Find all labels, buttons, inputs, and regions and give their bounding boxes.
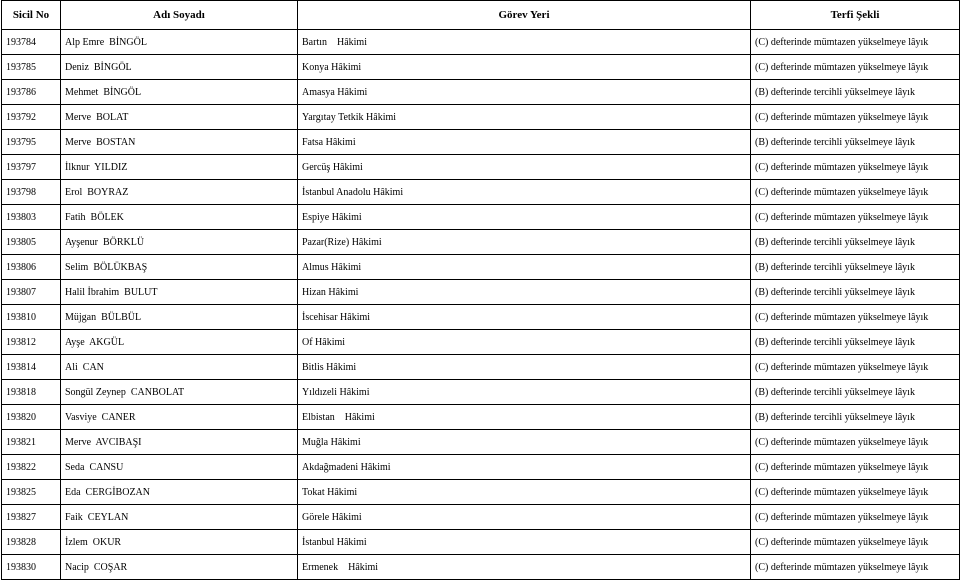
cell-sicil-no: 193827 — [2, 505, 61, 530]
header-sicil-no: Sicil No — [2, 1, 61, 30]
cell-terfi-sekli: (B) defterinde tercihli yükselmeye lâyık — [751, 405, 960, 430]
cell-terfi-sekli: (C) defterinde mümtazen yükselmeye lâyık — [751, 205, 960, 230]
table-row — [2, 30, 960, 55]
cell-gorev-yeri: Fatsa Hâkimi — [298, 130, 751, 155]
table-row — [2, 130, 960, 155]
cell-sicil-no: 193810 — [2, 305, 61, 330]
cell-sicil-no: 193825 — [2, 480, 61, 505]
cell-adi-soyadi: Fatih BÖLEK — [61, 205, 298, 230]
cell-sicil-no: 193798 — [2, 180, 61, 205]
table-header — [2, 1, 960, 30]
cell-terfi-sekli: (B) defterinde tercihli yükselmeye lâyık — [751, 230, 960, 255]
cell-terfi-sekli: (B) defterinde tercihli yükselmeye lâyık — [751, 380, 960, 405]
table-row — [2, 355, 960, 380]
cell-sicil-no: 193805 — [2, 230, 61, 255]
table-row — [2, 80, 960, 105]
cell-adi-soyadi: Merve BOLAT — [61, 105, 298, 130]
cell-terfi-sekli: (C) defterinde mümtazen yükselmeye lâyık — [751, 105, 960, 130]
cell-gorev-yeri: Ermenek Hâkimi — [298, 555, 751, 580]
cell-terfi-sekli: (B) defterinde tercihli yükselmeye lâyık — [751, 255, 960, 280]
table-row — [2, 180, 960, 205]
table-row — [2, 305, 960, 330]
cell-gorev-yeri: Bitlis Hâkimi — [298, 355, 751, 380]
table-row — [2, 380, 960, 405]
cell-adi-soyadi: İlknur YILDIZ — [61, 155, 298, 180]
cell-sicil-no: 193803 — [2, 205, 61, 230]
cell-gorev-yeri: Yıldızeli Hâkimi — [298, 380, 751, 405]
table-row — [2, 455, 960, 480]
cell-sicil-no: 193822 — [2, 455, 61, 480]
cell-sicil-no: 193812 — [2, 330, 61, 355]
cell-terfi-sekli: (C) defterinde mümtazen yükselmeye lâyık — [751, 455, 960, 480]
table-body — [2, 30, 960, 580]
cell-terfi-sekli: (C) defterinde mümtazen yükselmeye lâyık — [751, 480, 960, 505]
cell-adi-soyadi: Ayşenur BÖRKLÜ — [61, 230, 298, 255]
table-row — [2, 430, 960, 455]
cell-adi-soyadi: Nacip COŞAR — [61, 555, 298, 580]
table-row — [2, 480, 960, 505]
promotion-table — [1, 0, 960, 580]
cell-adi-soyadi: Ayşe AKGÜL — [61, 330, 298, 355]
cell-sicil-no: 193795 — [2, 130, 61, 155]
table-row — [2, 155, 960, 180]
cell-sicil-no: 193807 — [2, 280, 61, 305]
cell-gorev-yeri: Pazar(Rize) Hâkimi — [298, 230, 751, 255]
cell-gorev-yeri: Hizan Hâkimi — [298, 280, 751, 305]
header-row — [2, 1, 960, 30]
cell-terfi-sekli: (C) defterinde mümtazen yükselmeye lâyık — [751, 305, 960, 330]
cell-terfi-sekli: (B) defterinde tercihli yükselmeye lâyık — [751, 330, 960, 355]
cell-adi-soyadi: Merve BOSTAN — [61, 130, 298, 155]
cell-gorev-yeri: İstanbul Hâkimi — [298, 530, 751, 555]
cell-sicil-no: 193784 — [2, 30, 61, 55]
cell-terfi-sekli: (B) defterinde tercihli yükselmeye lâyık — [751, 130, 960, 155]
cell-gorev-yeri: Of Hâkimi — [298, 330, 751, 355]
cell-gorev-yeri: Gercüş Hâkimi — [298, 155, 751, 180]
cell-gorev-yeri: Espiye Hâkimi — [298, 205, 751, 230]
cell-gorev-yeri: Görele Hâkimi — [298, 505, 751, 530]
cell-terfi-sekli: (C) defterinde mümtazen yükselmeye lâyık — [751, 30, 960, 55]
cell-terfi-sekli: (C) defterinde mümtazen yükselmeye lâyık — [751, 55, 960, 80]
cell-terfi-sekli: (C) defterinde mümtazen yükselmeye lâyık — [751, 555, 960, 580]
table-row — [2, 505, 960, 530]
cell-adi-soyadi: Vasviye CANER — [61, 405, 298, 430]
header-terfi-sekli: Terfi Şekli — [751, 1, 960, 30]
cell-gorev-yeri: Bartın Hâkimi — [298, 30, 751, 55]
cell-gorev-yeri: İscehisar Hâkimi — [298, 305, 751, 330]
cell-gorev-yeri: Amasya Hâkimi — [298, 80, 751, 105]
cell-gorev-yeri: Konya Hâkimi — [298, 55, 751, 80]
cell-adi-soyadi: Merve AVCIBAŞI — [61, 430, 298, 455]
cell-adi-soyadi: Eda CERGİBOZAN — [61, 480, 298, 505]
cell-terfi-sekli: (C) defterinde mümtazen yükselmeye lâyık — [751, 180, 960, 205]
cell-sicil-no: 193828 — [2, 530, 61, 555]
cell-sicil-no: 193814 — [2, 355, 61, 380]
cell-terfi-sekli: (C) defterinde mümtazen yükselmeye lâyık — [751, 505, 960, 530]
cell-sicil-no: 193806 — [2, 255, 61, 280]
cell-adi-soyadi: İzlem OKUR — [61, 530, 298, 555]
cell-sicil-no: 193818 — [2, 380, 61, 405]
header-adi-soyadi: Adı Soyadı — [61, 1, 298, 30]
cell-terfi-sekli: (C) defterinde mümtazen yükselmeye lâyık — [751, 530, 960, 555]
cell-terfi-sekli: (C) defterinde mümtazen yükselmeye lâyık — [751, 430, 960, 455]
table-row — [2, 530, 960, 555]
cell-terfi-sekli: (C) defterinde mümtazen yükselmeye lâyık — [751, 155, 960, 180]
cell-adi-soyadi: Alp Emre BİNGÖL — [61, 30, 298, 55]
cell-gorev-yeri: İstanbul Anadolu Hâkimi — [298, 180, 751, 205]
cell-sicil-no: 193785 — [2, 55, 61, 80]
table-row — [2, 280, 960, 305]
header-gorev-yeri: Görev Yeri — [298, 1, 751, 30]
cell-terfi-sekli: (C) defterinde mümtazen yükselmeye lâyık — [751, 355, 960, 380]
cell-sicil-no: 193821 — [2, 430, 61, 455]
table-row — [2, 330, 960, 355]
cell-terfi-sekli: (B) defterinde tercihli yükselmeye lâyık — [751, 280, 960, 305]
cell-adi-soyadi: Selim BÖLÜKBAŞ — [61, 255, 298, 280]
table-row — [2, 255, 960, 280]
cell-adi-soyadi: Müjgan BÜLBÜL — [61, 305, 298, 330]
cell-sicil-no: 193792 — [2, 105, 61, 130]
cell-adi-soyadi: Halil İbrahim BULUT — [61, 280, 298, 305]
cell-adi-soyadi: Ali CAN — [61, 355, 298, 380]
cell-adi-soyadi: Seda CANSU — [61, 455, 298, 480]
table-row — [2, 230, 960, 255]
table-row — [2, 105, 960, 130]
cell-gorev-yeri: Tokat Hâkimi — [298, 480, 751, 505]
cell-terfi-sekli: (B) defterinde tercihli yükselmeye lâyık — [751, 80, 960, 105]
table-row — [2, 555, 960, 580]
cell-gorev-yeri: Elbistan Hâkimi — [298, 405, 751, 430]
cell-gorev-yeri: Akdağmadeni Hâkimi — [298, 455, 751, 480]
cell-sicil-no: 193786 — [2, 80, 61, 105]
cell-gorev-yeri: Muğla Hâkimi — [298, 430, 751, 455]
cell-sicil-no: 193820 — [2, 405, 61, 430]
cell-adi-soyadi: Songül Zeynep CANBOLAT — [61, 380, 298, 405]
table-row — [2, 55, 960, 80]
table-row — [2, 405, 960, 430]
cell-sicil-no: 193797 — [2, 155, 61, 180]
cell-sicil-no: 193830 — [2, 555, 61, 580]
cell-gorev-yeri: Yargıtay Tetkik Hâkimi — [298, 105, 751, 130]
cell-gorev-yeri: Almus Hâkimi — [298, 255, 751, 280]
cell-adi-soyadi: Deniz BİNGÖL — [61, 55, 298, 80]
table-row — [2, 205, 960, 230]
cell-adi-soyadi: Mehmet BİNGÖL — [61, 80, 298, 105]
cell-adi-soyadi: Faik CEYLAN — [61, 505, 298, 530]
cell-adi-soyadi: Erol BOYRAZ — [61, 180, 298, 205]
